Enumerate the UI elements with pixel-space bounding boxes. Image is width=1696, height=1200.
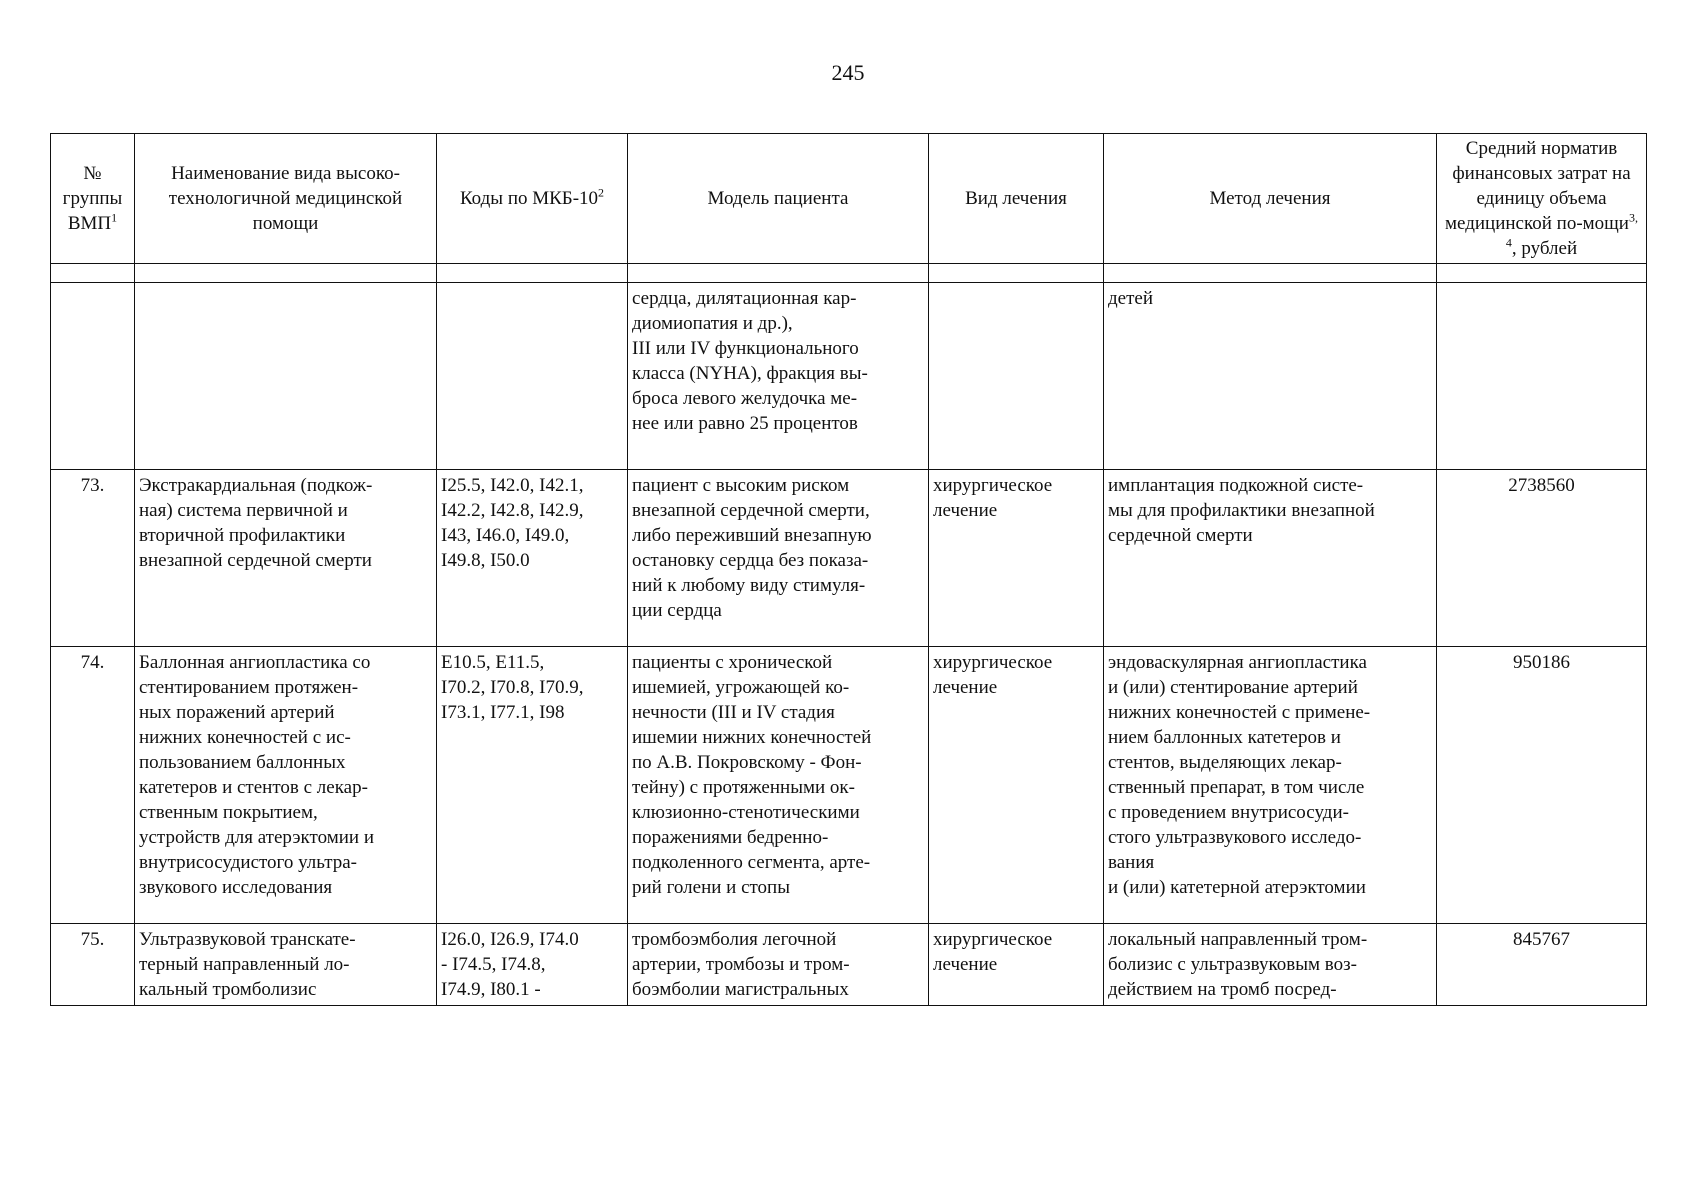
header-patient-model: Модель пациента — [628, 134, 929, 264]
cell-method: имплантация подкожной систе- мы для профилактики внезапной сердечной смерти — [1104, 470, 1437, 647]
cell-method: локальный направленный тром- болизис с ультразвуковым воз- действием на тромб посред- — [1104, 924, 1437, 1006]
cell-icd — [437, 283, 628, 470]
cell-cost: 2738560 — [1437, 470, 1647, 647]
table-row — [51, 470, 1647, 647]
cell-name: Экстракардиальная (подкож- ная) система первичной и вторичной профилактики внезапной сердечной смерти — [135, 470, 437, 647]
cell-method: детей — [1104, 283, 1437, 470]
vmp-table — [50, 133, 1647, 1006]
cell-cost: 950186 — [1437, 647, 1647, 924]
table-row — [51, 283, 1647, 470]
cell-patient-model: пациенты с хронической ишемией, угрожающей ко- нечности (III и IV стадия ишемии нижних конечностей по А.В. Покровскому - Фон- тейну) с протяженными ок- клюзионно-стенотическими поражениями бедренно- подколенного сегмента, арте- рий голени и стопы — [628, 647, 929, 924]
table-row — [51, 647, 1647, 924]
header-group-no: № группы ВМП$^1$ — [51, 134, 135, 264]
cell-num: 73. — [51, 470, 135, 647]
cell-icd: I26.0, I26.9, I74.0 - I74.5, I74.8, I74.9, I80.1 - — [437, 924, 628, 1006]
cell-patient-model: тромбоэмболия легочной артерии, тромбозы и тром- боэмболии магистральных — [628, 924, 929, 1006]
cell-icd: I25.5, I42.0, I42.1, I42.2, I42.8, I42.9, I43, I46.0, I49.0, I49.8, I50.0 — [437, 470, 628, 647]
header-row — [51, 134, 1647, 264]
header-name: Наименование вида высоко-технологичной медицинской помощи — [135, 134, 437, 264]
cell-treatment-type: хирургическое лечение — [929, 647, 1104, 924]
cell-patient-model: пациент с высоким риском внезапной сердечной смерти, либо переживший внезапную остановку сердца без показа- ний к любому виду стимуля- ции сердца — [628, 470, 929, 647]
page-number: 245 — [831, 60, 865, 85]
cell-method: эндоваскулярная ангиопластика и (или) стентирование артерий нижних конечностей с примене- нием баллонных катетеров и стентов, выделяющих лекар- ственный препарат, в том числе с проведением внутрисосуди- стого ультразвукового исследо- вания и (или) катетерной атерэктомии — [1104, 647, 1437, 924]
header-method: Метод лечения — [1104, 134, 1437, 264]
cell-cost: 845767 — [1437, 924, 1647, 1006]
header-treatment-type: Вид лечения — [929, 134, 1104, 264]
cell-icd: E10.5, E11.5, I70.2, I70.8, I70.9, I73.1, I77.1, I98 — [437, 647, 628, 924]
spacer-row — [51, 264, 1647, 283]
cell-treatment-type: хирургическое лечение — [929, 924, 1104, 1006]
cell-num: 75. — [51, 924, 135, 1006]
cell-treatment-type: хирургическое лечение — [929, 470, 1104, 647]
header-cost: Средний норматив финансовых затрат на единицу объема медицинской по-мощи$^{3, 4}$, рублей — [1437, 134, 1647, 264]
cell-treatment-type — [929, 283, 1104, 470]
cell-cost — [1437, 283, 1647, 470]
cell-name: Ультразвуковой транскате- терный направленный ло- кальный тромболизис — [135, 924, 437, 1006]
header-icd: Коды по МКБ-$10^2$ — [437, 134, 628, 264]
table-row — [51, 924, 1647, 1006]
cell-num — [51, 283, 135, 470]
cell-name: Баллонная ангиопластика со стентированием протяжен- ных поражений артерий нижних конечностей с ис- пользованием баллонных катетеров и стентов с лекар- ственным покрытием, устройств для атерэктомии и внутрисосудистого ультра- звукового исследования — [135, 647, 437, 924]
cell-patient-model: сердца, дилятационная кар- диомиопатия и др.), III или IV функционального класса (NYHA), фракция вы- броса левого желудочка ме- нее или равно 25 процентов — [628, 283, 929, 470]
cell-num: 74. — [51, 647, 135, 924]
cell-name — [135, 283, 437, 470]
